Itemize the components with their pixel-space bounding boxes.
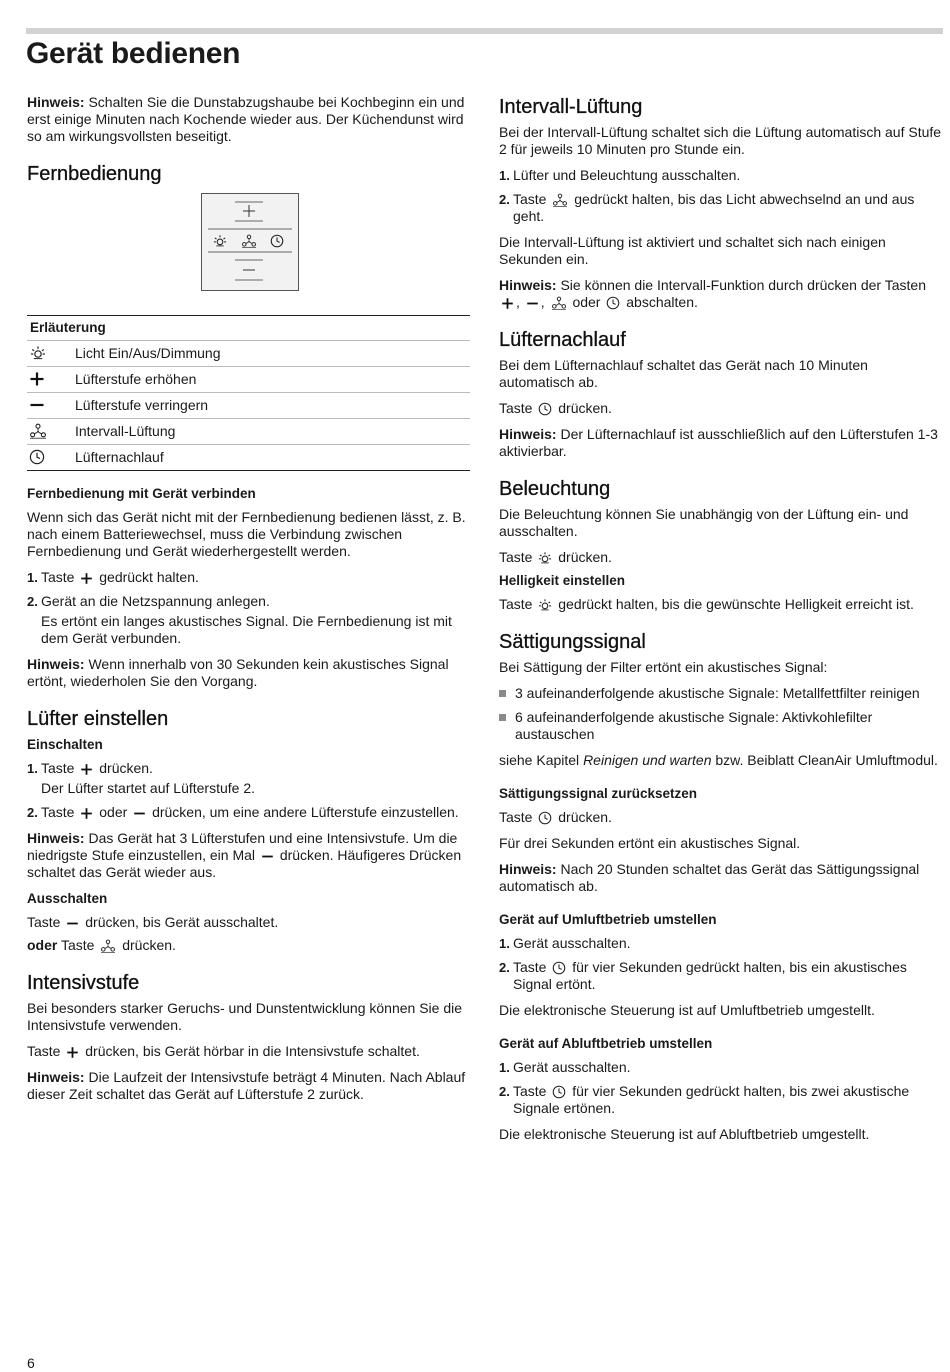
connect-text: Wenn sich das Gerät nicht mit der Fernbedienung bedienen lässt, z. B. nach einem Batteriewechsel, muss die Verbindung zwischen Fernbedienung und Gerät wiederhergestellt werden. (27, 509, 466, 559)
saettigung-list (499, 685, 943, 743)
plus-icon (501, 297, 514, 310)
remote-control-illustration (201, 193, 299, 291)
heading-einschalten: Einschalten (27, 737, 103, 752)
list-item: 1. Lüfter und Beleuchtung ausschalten. (499, 167, 741, 183)
saettigung-reference: siehe Kapitel Reinigen und warten bzw. Beiblatt CleanAir Umluftmodul. (499, 752, 938, 768)
connect-note: Hinweis: Wenn innerhalb von 30 Sekunden kein akustisches Signal ertönt, wiederholen Sie den Vorgang. (27, 656, 449, 689)
fan-icon (29, 423, 47, 439)
reset-step: Taste drücken. (499, 809, 612, 825)
fan-icon (552, 193, 568, 207)
heading-reset: Sättigungssignal zurücksetzen (499, 786, 698, 801)
timer-icon (552, 961, 566, 975)
intervall-steps (499, 167, 943, 225)
heading-intensiv: Intensivstufe (27, 972, 140, 994)
legend-row: Licht Ein/Aus/Dimmung (27, 341, 470, 367)
heading-intervall: Intervall-Lüftung (499, 96, 643, 118)
minus-icon (133, 807, 146, 820)
remote-timer-icon (271, 235, 283, 247)
abluft-steps (499, 1059, 943, 1117)
list-item: 2. Taste gedrückt halten, bis das Licht abwechselnd an und aus geht. (499, 191, 915, 224)
timer-icon (606, 296, 620, 310)
heading-beleuchtung: Beleuchtung (499, 478, 611, 500)
heading-saettigung: Sättigungssignal (499, 631, 646, 653)
list-item: 1. Taste drücken. Der Lüfter startet auf Lüfterstufe 2. (27, 760, 255, 796)
umluft-result: Die elektronische Steuerung ist auf Umluftbetrieb umgestellt. (499, 1002, 875, 1018)
remote-fan-icon (242, 235, 256, 247)
fan-icon (551, 296, 567, 310)
heading-helligkeit: Helligkeit einstellen (499, 573, 626, 588)
legend-header: Erläuterung (27, 316, 470, 341)
right-column (499, 94, 943, 1152)
beleuchtung-text: Die Beleuchtung können Sie unabhängig von der Lüftung ein- und ausschalten. (499, 506, 909, 539)
intro-note: Hinweis: Schalten Sie die Dunstabzugshaube bei Kochbeginn ein und erst einige Minuten nach Kochende wieder aus. Der Küchendunst wird so am wirkungsvollsten beseitigt. (27, 94, 465, 144)
list-item: 2. Taste für vier Sekunden gedrückt halten, bis zwei akustische Signale ertönen. (499, 1083, 910, 1116)
fan-on-steps (27, 760, 470, 821)
heading-ausschalten: Ausschalten (27, 891, 108, 906)
list-item: 2. Gerät an die Netzspannung anlegen. Es ertönt ein langes akustisches Signal. Die Fernbedienung ist mit dem Gerät verbunden. (27, 593, 452, 646)
heading-luefter: Lüfter einstellen (27, 708, 169, 730)
minus-icon (526, 297, 539, 310)
left-column (27, 94, 470, 1112)
legend-row: Lüfterstufe verringern (27, 393, 470, 419)
list-item: 6 aufeinanderfolgende akustische Signale: Aktivkohlefilter austauschen (499, 709, 943, 743)
intensiv-note: Hinweis: Die Laufzeit der Intensivstufe beträgt 4 Minuten. Nach Ablauf dieser Zeit schaltet das Gerät auf Lüfterstufe 2 zurück. (27, 1069, 466, 1102)
intervall-text: Bei der Intervall-Lüftung schaltet sich die Lüftung automatisch auf Stufe 2 für jeweils 10 Minuten pro Stunde ein. (499, 124, 942, 157)
connect-steps (27, 569, 470, 647)
timer-icon (552, 1085, 566, 1099)
fan-icon (100, 939, 116, 953)
intensiv-step: Taste drücken, bis Gerät hörbar in die Intensivstufe schaltet. (27, 1043, 420, 1059)
plus-icon (80, 807, 93, 820)
nachlauf-step: Taste drücken. (499, 400, 612, 416)
heading-connect: Fernbedienung mit Gerät verbinden (27, 486, 256, 501)
beleuchtung-step: Taste drücken. (499, 549, 612, 565)
page-title: Gerät bedienen (26, 37, 241, 70)
intervall-result: Die Intervall-Lüftung ist aktiviert und schaltet sich nach einigen Sekunden ein. (499, 234, 886, 267)
helligkeit-step: Taste gedrückt halten, bis die gewünschte Helligkeit erreicht ist. (499, 596, 914, 612)
light-icon (29, 345, 47, 361)
remote-plus-icon (243, 205, 255, 217)
legend-row: Lüfterstufe erhöhen (27, 367, 470, 393)
nachlauf-text: Bei dem Lüfternachlauf schaltet das Gerät nach 10 Minuten automatisch ab. (499, 357, 868, 390)
reset-note: Hinweis: Nach 20 Stunden schaltet das Gerät das Sättigungssignal automatisch ab. (499, 861, 920, 894)
minus-icon (66, 917, 79, 930)
list-item: 1. Gerät ausschalten. (499, 1059, 631, 1075)
heading-abluft: Gerät auf Abluftbetrieb umstellen (499, 1036, 713, 1051)
intensiv-text: Bei besonders starker Geruchs- und Dunstentwicklung können Sie die Intensivstufe verwenden. (27, 1000, 463, 1033)
timer-icon (538, 402, 552, 416)
heading-nachlauf: Lüfternachlauf (499, 329, 626, 351)
legend-table (27, 315, 470, 471)
list-item: 1. Taste gedrückt halten. (27, 569, 199, 585)
plus-icon (66, 1046, 79, 1059)
saettigung-text: Bei Sättigung der Filter ertönt ein akustisches Signal: (499, 659, 828, 675)
fan-off-text: Taste drücken, bis Gerät ausschaltet. (27, 914, 279, 930)
timer-icon (538, 811, 552, 825)
fan-note: Hinweis: Das Gerät hat 3 Lüfterstufen und eine Intensivstufe. Um die niedrigste Stufe einzustellen, ein Mal drücken. Häufigeres Drücken schaltet das Gerät wieder aus. (27, 830, 462, 880)
light-icon (538, 598, 552, 612)
list-item: 2. Taste oder drücken, um eine andere Lüfterstufe einzustellen. (27, 804, 459, 820)
umluft-steps (499, 935, 943, 993)
abluft-result: Die elektronische Steuerung ist auf Abluftbetrieb umgestellt. (499, 1126, 870, 1142)
minus-icon (29, 397, 45, 413)
plus-icon (80, 572, 93, 585)
heading-umluft: Gerät auf Umluftbetrieb umstellen (499, 912, 717, 927)
nachlauf-note: Hinweis: Der Lüfternachlauf ist ausschließlich auf den Lüfterstufen 1-3 aktivierbar. (499, 426, 938, 459)
remote-light-icon (214, 235, 226, 246)
page-number: 6 (27, 1355, 35, 1371)
timer-icon (29, 449, 45, 465)
minus-icon (261, 850, 274, 863)
legend-row: Lüfternachlauf (27, 445, 470, 470)
light-icon (538, 551, 552, 565)
legend-row: Intervall-Lüftung (27, 419, 470, 445)
list-item: 1. Gerät ausschalten. (499, 935, 631, 951)
plus-icon (80, 763, 93, 776)
list-item: 2. Taste für vier Sekunden gedrückt halten, bis ein akustisches Signal ertönt. (499, 959, 907, 992)
reset-text: Für drei Sekunden ertönt ein akustisches Signal. (499, 835, 801, 851)
heading-fernbedienung: Fernbedienung (27, 163, 162, 185)
fan-off-alt: oder Taste drücken. (27, 937, 176, 953)
list-item: 3 aufeinanderfolgende akustische Signale: Metallfettfilter reinigen (499, 685, 943, 702)
plus-icon (29, 371, 45, 387)
intervall-note: Hinweis: Sie können die Intervall-Funktion durch drücken der Tasten , , oder abschalten. (499, 277, 926, 310)
